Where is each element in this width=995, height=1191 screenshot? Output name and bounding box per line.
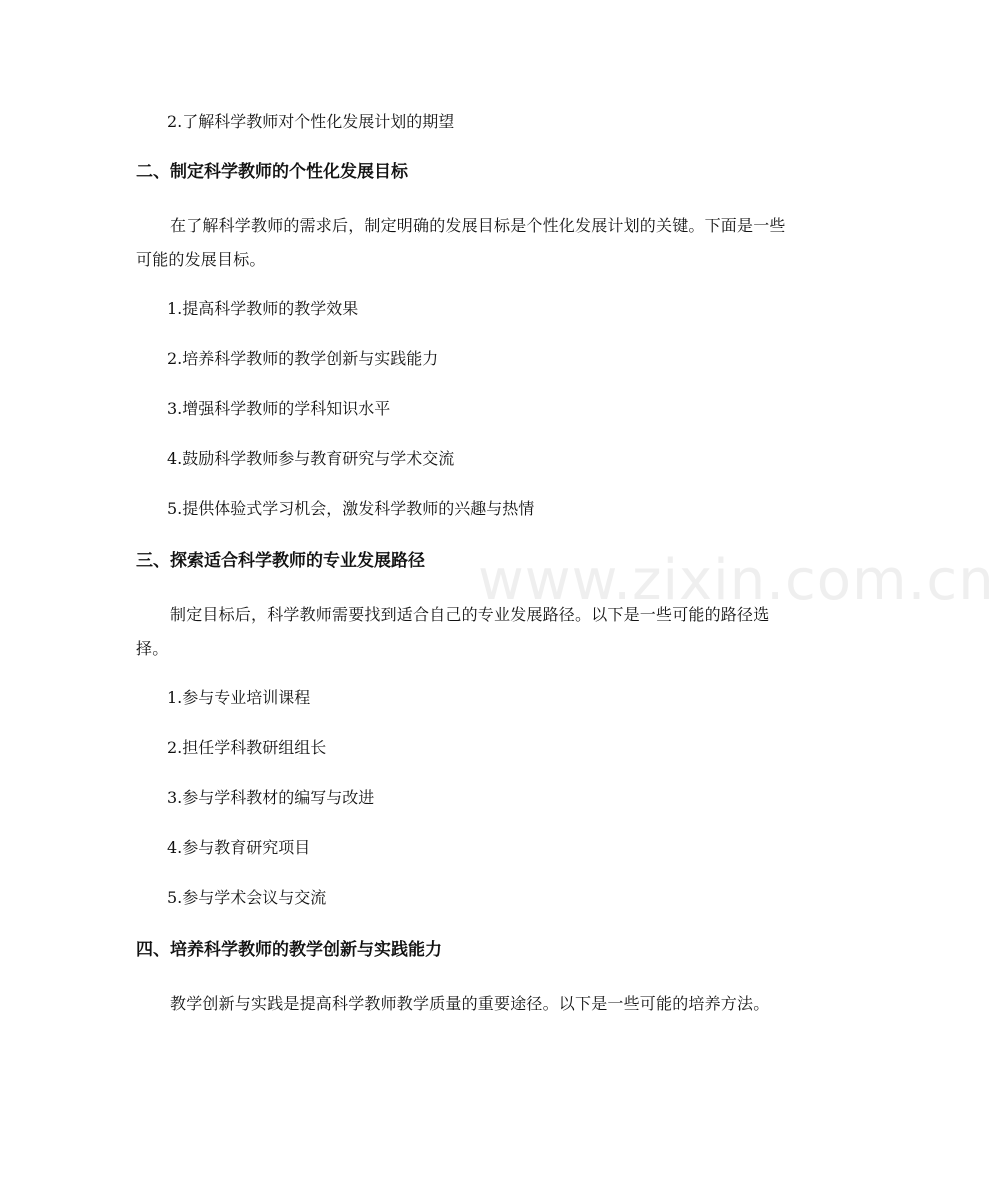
list-item: 4.参与教育研究项目 (167, 838, 311, 857)
paragraph: 制定目标后，科学教师需要找到适合自己的专业发展路径。以下是一些可能的路径选择。 (136, 605, 770, 658)
list-item: 5.参与学术会议与交流 (167, 888, 327, 907)
list-item: 3.增强科学教师的学科知识水平 (167, 399, 391, 418)
watermark: www.zixin.com.cn (478, 548, 995, 613)
list-item: 2.培养科学教师的教学创新与实践能力 (167, 349, 439, 368)
list-item: 4.鼓励科学教师参与教育研究与学术交流 (167, 449, 455, 468)
list-item: 5.提供体验式学习机会，激发科学教师的兴趣与热情 (167, 499, 535, 518)
list-item: 2.了解科学教师对个性化发展计划的期望 (167, 112, 455, 131)
section-heading: 四、培养科学教师的教学创新与实践能力 (136, 940, 442, 960)
paragraph: 教学创新与实践是提高科学教师教学质量的重要途径。以下是一些可能的培养方法。 (170, 994, 770, 1013)
section-heading: 三、探索适合科学教师的专业发展路径 (136, 551, 425, 571)
list-item: 3.参与学科教材的编写与改进 (167, 788, 375, 807)
list-item: 2.担任学科教研组组长 (167, 738, 327, 757)
paragraph: 在了解科学教师的需求后，制定明确的发展目标是个性化发展计划的关键。下面是一些可能的发展目标。 (136, 216, 786, 269)
section-heading: 二、制定科学教师的个性化发展目标 (136, 162, 408, 182)
list-item: 1.参与专业培训课程 (167, 688, 311, 707)
list-item: 1.提高科学教师的教学效果 (167, 299, 359, 318)
